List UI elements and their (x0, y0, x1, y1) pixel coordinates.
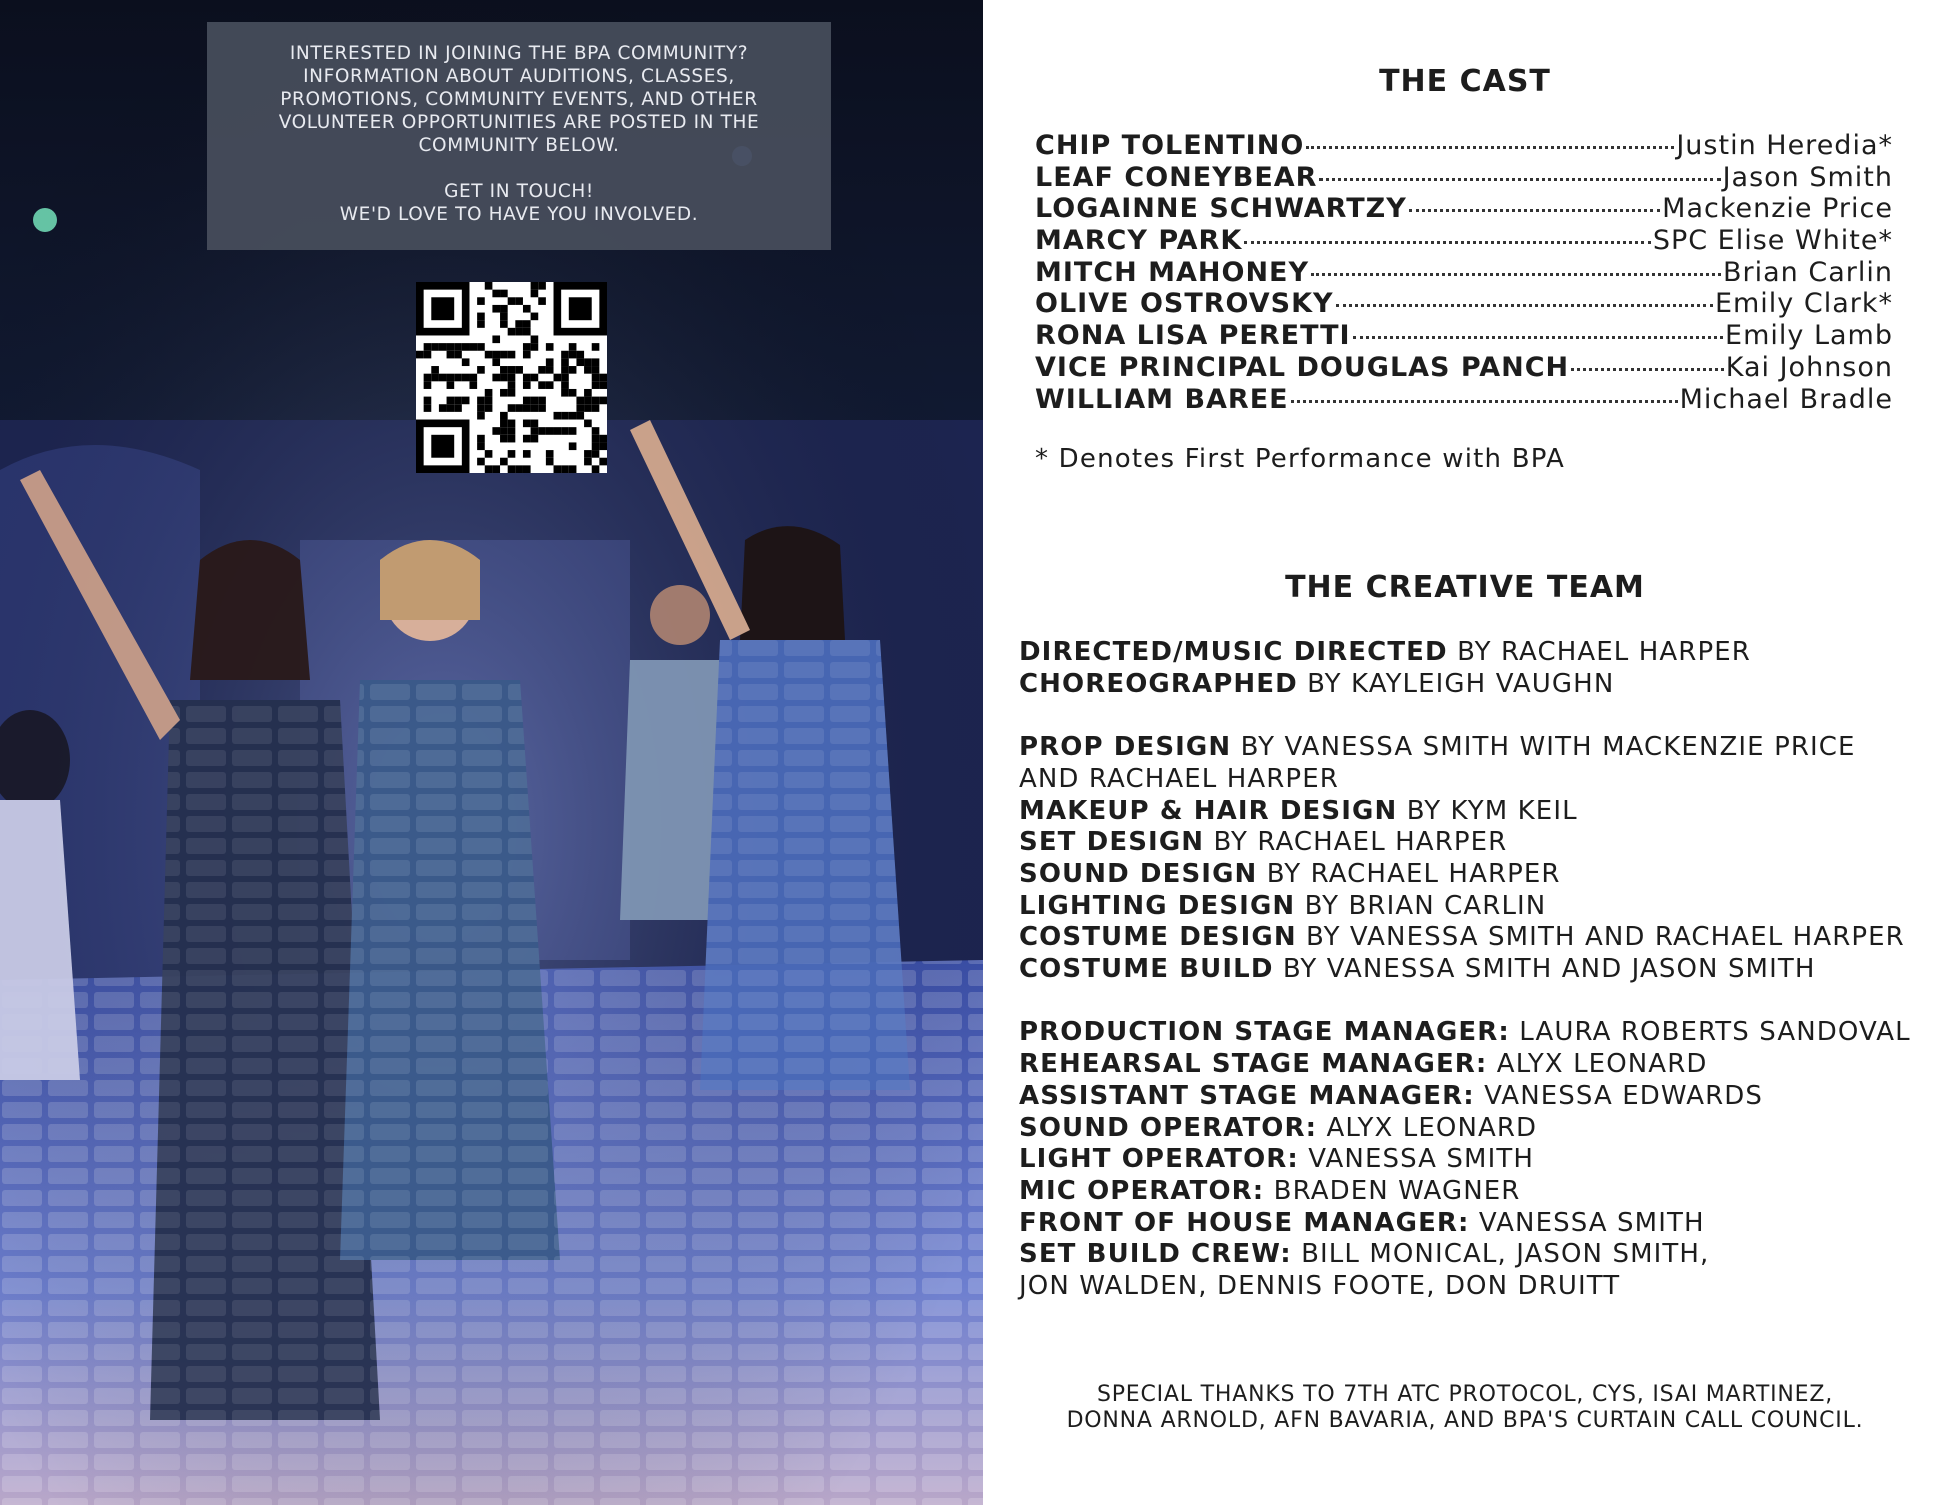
qr-module (569, 297, 592, 320)
qr-module (416, 351, 424, 359)
qr-module (584, 404, 592, 412)
special-thanks (983, 1382, 1947, 1434)
qr-module (584, 366, 592, 374)
qr-module (523, 450, 531, 458)
qr-module (531, 335, 539, 343)
qr-module (561, 374, 569, 382)
credit-label: ASSISTANT STAGE MANAGER: (1019, 1080, 1475, 1111)
qr-module (531, 290, 539, 298)
credit-text: VANESSA SMITH (1298, 1144, 1534, 1175)
qr-module (439, 374, 447, 382)
qr-module (523, 465, 531, 473)
info-line: COMMUNITY BELOW. (418, 135, 620, 156)
credit-text: BILL MONICAL, JASON SMITH, (1291, 1239, 1710, 1270)
credit-line (1019, 1144, 1939, 1176)
qr-module (462, 397, 470, 405)
credit-label: MIC OPERATOR: (1019, 1175, 1265, 1206)
qr-module (508, 328, 516, 336)
qr-module (492, 351, 500, 359)
qr-module (592, 374, 600, 382)
qr-module (538, 381, 546, 389)
credit-label: SOUND DESIGN (1019, 858, 1258, 889)
qr-module (477, 343, 485, 351)
credit-label: LIGHTING DESIGN (1019, 890, 1296, 921)
qr-module (584, 450, 592, 458)
qr-module (508, 374, 516, 382)
credit-line (1019, 669, 1939, 701)
info-line: INTERESTED IN JOINING THE BPA COMMUNITY? (289, 43, 749, 64)
qr-module (462, 343, 470, 351)
qr-module (462, 358, 470, 366)
credit-text: BY BRIAN CARLIN (1295, 890, 1547, 921)
credit-line (1019, 859, 1939, 891)
qr-module (592, 465, 600, 473)
credit-line (1019, 1081, 1939, 1113)
qr-module (515, 320, 523, 328)
qr-module (477, 412, 485, 420)
cast-row (1035, 384, 1893, 416)
qr-module (546, 450, 554, 458)
qr-module (584, 358, 592, 366)
qr-module (584, 458, 592, 466)
qr-module (531, 427, 539, 435)
qr-module (500, 374, 508, 382)
qr-module (599, 381, 607, 389)
qr-module (554, 427, 562, 435)
qr-module (561, 427, 569, 435)
qr-module (500, 305, 508, 313)
credit-text: BY VANESSA SMITH AND RACHAEL HARPER (1296, 922, 1905, 953)
qr-module (485, 351, 493, 359)
qr-module (515, 404, 523, 412)
cast-actor: Kai Johnson (1725, 351, 1893, 383)
qr-module (462, 374, 470, 382)
qr-module (431, 366, 439, 374)
qr-module (469, 374, 477, 382)
credit-line (1019, 1017, 1939, 1049)
qr-module (469, 381, 477, 389)
credit-label: SET DESIGN (1019, 827, 1205, 858)
qr-module (500, 412, 508, 420)
cast-row (1035, 352, 1893, 384)
cast-role: WILLIAM BAREE (1035, 383, 1289, 415)
qr-module (431, 343, 439, 351)
dot-leader (1311, 273, 1721, 276)
info-line: INFORMATION ABOUT AUDITIONS, CLASSES, (303, 66, 735, 87)
qr-module (569, 412, 577, 420)
credit-label: FRONT OF HOUSE MANAGER: (1019, 1207, 1470, 1238)
creative-credits (1019, 637, 1939, 1303)
qr-module (424, 404, 432, 412)
credit-label: COSTUME DESIGN (1019, 922, 1297, 953)
community-info-box (207, 22, 831, 250)
qr-module (569, 465, 577, 473)
credit-line (1019, 732, 1939, 764)
qr-module (485, 389, 493, 397)
credit-label: CHOREOGRAPHED (1019, 668, 1298, 699)
qr-module (485, 450, 493, 458)
cast-row (1035, 225, 1893, 257)
credit-text: BY KAYLEIGH VAUGHN (1297, 668, 1615, 699)
credit-text: ALYX LEONARD (1487, 1049, 1708, 1080)
qr-code-icon[interactable] (416, 282, 607, 473)
qr-module (431, 374, 439, 382)
qr-module (454, 351, 462, 359)
qr-module (561, 389, 569, 397)
credit-text: AND RACHAEL HARPER (1019, 763, 1339, 794)
qr-module (447, 343, 455, 351)
credit-text: BY RACHAEL HARPER (1447, 637, 1751, 667)
qr-module (500, 313, 508, 321)
qr-module (523, 397, 531, 405)
qr-module (546, 358, 554, 366)
qr-module (561, 412, 569, 420)
info-line: PROMOTIONS, COMMUNITY EVENTS, AND OTHER (280, 89, 758, 110)
qr-module (546, 458, 554, 466)
qr-module (454, 343, 462, 351)
qr-module (500, 290, 508, 298)
qr-module (477, 435, 485, 443)
qr-module (492, 290, 500, 298)
qr-module (538, 397, 546, 405)
qr-module (531, 420, 539, 428)
credit-label: PRODUCTION STAGE MANAGER: (1019, 1017, 1510, 1048)
credit-text: BY RACHAEL HARPER (1257, 858, 1561, 889)
qr-module (424, 351, 432, 359)
cast-row (1035, 193, 1893, 225)
qr-module (546, 343, 554, 351)
thanks-line: SPECIAL THANKS TO 7TH ATC PROTOCOL, CYS, ISAI MARTINEZ, (1096, 1382, 1834, 1407)
qr-module (424, 381, 432, 389)
qr-module (508, 351, 516, 359)
qr-module (515, 366, 523, 374)
qr-module (569, 351, 577, 359)
qr-module (492, 305, 500, 313)
qr-module (576, 358, 584, 366)
qr-module (485, 465, 493, 473)
qr-module (477, 442, 485, 450)
qr-module (523, 320, 531, 328)
dot-leader (1291, 400, 1678, 403)
credit-text: BY VANESSA SMITH WITH MACKENZIE PRICE (1231, 732, 1856, 763)
qr-module (508, 381, 516, 389)
cast-role: CHIP TOLENTINO (1035, 130, 1305, 161)
qr-module (500, 420, 508, 428)
cast-actor: Emily Clark* (1714, 288, 1893, 320)
credit-line (1019, 1176, 1939, 1208)
qr-module (515, 328, 523, 336)
qr-module (508, 404, 516, 412)
cast-actor: Emily Lamb (1725, 320, 1893, 352)
cast-list (1035, 130, 1893, 415)
cast-role: RONA LISA PERETTI (1035, 320, 1351, 352)
qr-module (554, 465, 562, 473)
info-line: VOLUNTEER OPPORTUNITIES ARE POSTED IN THE (278, 112, 760, 133)
qr-module (531, 435, 539, 443)
qr-module (569, 442, 577, 450)
qr-module (592, 381, 600, 389)
credit-spacer (1019, 986, 1939, 1018)
qr-module (592, 427, 600, 435)
qr-module (569, 427, 577, 435)
qr-module (538, 427, 546, 435)
qr-module (523, 351, 531, 359)
qr-module (546, 366, 554, 374)
qr-module (576, 412, 584, 420)
cast-actor: Justin Heredia* (1676, 130, 1893, 161)
qr-module (569, 343, 577, 351)
qr-module (592, 450, 600, 458)
qr-module (469, 343, 477, 351)
qr-module (561, 351, 569, 359)
qr-module (508, 435, 516, 443)
credit-text: BY KYM KEIL (1397, 795, 1578, 826)
qr-module (424, 397, 432, 405)
qr-module (561, 366, 569, 374)
qr-module (523, 328, 531, 336)
qr-module (477, 313, 485, 321)
qr-module (477, 397, 485, 405)
qr-module (454, 397, 462, 405)
qr-module (500, 320, 508, 328)
dot-leader (1306, 146, 1674, 149)
qr-module (592, 358, 600, 366)
qr-module (500, 435, 508, 443)
cast-role: VICE PRINCIPAL DOUGLAS PANCH (1035, 351, 1570, 383)
qr-module (531, 397, 539, 405)
qr-module (523, 381, 531, 389)
qr-module (447, 351, 455, 359)
credit-line (1019, 1208, 1939, 1240)
qr-module (500, 427, 508, 435)
qr-module (508, 427, 516, 435)
qr-module (592, 442, 600, 450)
qr-module (531, 343, 539, 351)
qr-module (447, 374, 455, 382)
qr-module (424, 374, 432, 382)
qr-module (546, 427, 554, 435)
qr-module (431, 435, 454, 458)
credit-text: BRADEN WAGNER (1264, 1175, 1521, 1206)
qr-module (554, 374, 562, 382)
qr-module (447, 404, 455, 412)
qr-module (561, 358, 569, 366)
qr-module (584, 420, 592, 428)
qr-module (492, 358, 500, 366)
qr-module (592, 366, 600, 374)
qr-module (523, 305, 531, 313)
credit-line (1019, 637, 1939, 669)
qr-module (592, 435, 600, 443)
qr-module (584, 389, 592, 397)
qr-module (569, 389, 577, 397)
cast-actor: SPC Elise White* (1652, 225, 1893, 257)
qr-module (508, 297, 516, 305)
credit-line (1019, 1271, 1939, 1303)
qr-module (599, 374, 607, 382)
qr-module (492, 427, 500, 435)
thanks-line: DONNA ARNOLD, AFN BAVARIA, AND BPA'S CURTAIN CALL COUNCIL. (1066, 1408, 1864, 1433)
qr-module (477, 404, 485, 412)
qr-module (508, 420, 516, 428)
cast-actor: Brian Carlin (1723, 256, 1893, 288)
qr-module (531, 404, 539, 412)
qr-module (500, 389, 508, 397)
cast-role: MARCY PARK (1035, 225, 1243, 257)
qr-module (554, 412, 562, 420)
qr-module (523, 404, 531, 412)
cast-actor: Jason Smith (1722, 161, 1893, 193)
qr-module (492, 335, 500, 343)
qr-module (477, 366, 485, 374)
first-performance-note: * Denotes First Performance with BPA (1035, 444, 1565, 474)
qr-module (531, 282, 539, 290)
qr-module (523, 374, 531, 382)
cast-actor: Mackenzie Price (1662, 193, 1893, 225)
qr-module (515, 297, 523, 305)
credit-spacer (1019, 700, 1939, 732)
credit-line (1019, 922, 1939, 954)
qr-module (599, 397, 607, 405)
qr-module (485, 282, 493, 290)
credit-line (1019, 796, 1939, 828)
credit-text: BY RACHAEL HARPER (1204, 827, 1508, 858)
credit-text: ALYX LEONARD (1317, 1112, 1538, 1143)
qr-module (576, 351, 584, 359)
cast-role: OLIVE OSTROVSKY (1035, 288, 1334, 320)
credit-label: REHEARSAL STAGE MANAGER: (1019, 1049, 1488, 1080)
cast-role: LEAF CONEYBEAR (1035, 161, 1318, 193)
dot-leader (1319, 178, 1720, 181)
qr-module (599, 435, 607, 443)
qr-module (454, 404, 462, 412)
credit-text: BY VANESSA SMITH AND JASON SMITH (1273, 954, 1816, 985)
qr-module (561, 381, 569, 389)
cast-role: MITCH MAHONEY (1035, 256, 1310, 288)
qr-module (492, 465, 500, 473)
credit-text: VANESSA SMITH (1469, 1207, 1705, 1238)
credit-text: VANESSA EDWARDS (1474, 1080, 1764, 1111)
credit-label: SET BUILD CREW: (1019, 1239, 1292, 1270)
qr-module (485, 404, 493, 412)
credit-label: LIGHT OPERATOR: (1019, 1144, 1299, 1175)
qr-module (592, 343, 600, 351)
creative-team-title: THE CREATIVE TEAM (1285, 570, 1645, 605)
cast-actor: Michael Bradle (1679, 383, 1893, 415)
qr-module (424, 343, 432, 351)
dot-leader (1336, 304, 1713, 307)
credit-line (1019, 1239, 1939, 1271)
credit-text: LAURA ROBERTS SANDOVAL (1509, 1017, 1911, 1048)
dot-leader (1571, 368, 1724, 371)
qr-module (485, 397, 493, 405)
qr-module (447, 397, 455, 405)
qr-module (515, 465, 523, 473)
credit-label: DIRECTED/MUSIC DIRECTED (1019, 637, 1448, 667)
credit-line (1019, 1049, 1939, 1081)
credit-label: SOUND OPERATOR: (1019, 1112, 1318, 1143)
credit-label: COSTUME BUILD (1019, 954, 1274, 985)
qr-module (538, 282, 546, 290)
qr-module (569, 366, 577, 374)
qr-module (439, 404, 447, 412)
qr-module (454, 374, 462, 382)
credit-line (1019, 1113, 1939, 1145)
cast-title: THE CAST (1379, 64, 1551, 99)
qr-module (531, 374, 539, 382)
qr-module (500, 351, 508, 359)
cast-row (1035, 162, 1893, 194)
qr-module (431, 297, 454, 320)
cta-line: GET IN TOUCH! (444, 181, 594, 202)
qr-module (584, 397, 592, 405)
qr-module (500, 366, 508, 374)
qr-module (576, 397, 584, 405)
qr-module (599, 458, 607, 466)
qr-module (447, 381, 455, 389)
qr-module (531, 313, 539, 321)
qr-module (508, 389, 516, 397)
qr-module (592, 397, 600, 405)
qr-module (592, 404, 600, 412)
qr-module (439, 343, 447, 351)
qr-module (523, 435, 531, 443)
qr-code-graphic (416, 282, 607, 473)
qr-module (546, 381, 554, 389)
qr-module (599, 442, 607, 450)
qr-module (500, 458, 508, 466)
qr-module (508, 366, 516, 374)
qr-module (561, 465, 569, 473)
credit-line (1019, 827, 1939, 859)
dot-leader (1409, 209, 1660, 212)
credit-line (1019, 891, 1939, 923)
cast-row (1035, 288, 1893, 320)
qr-module (523, 343, 531, 351)
credit-line (1019, 764, 1939, 796)
credit-line (1019, 954, 1939, 986)
qr-module (538, 366, 546, 374)
cast-row (1035, 130, 1893, 162)
cast-role: LOGAINNE SCHWARTZY (1035, 193, 1407, 225)
qr-module (477, 297, 485, 305)
qr-module (538, 404, 546, 412)
cast-row (1035, 320, 1893, 352)
program-text (983, 0, 1947, 1505)
qr-module (538, 297, 546, 305)
qr-module (576, 404, 584, 412)
credit-label: MAKEUP & HAIR DESIGN (1019, 795, 1398, 826)
qr-module (477, 458, 485, 466)
qr-module (508, 450, 516, 458)
cast-row (1035, 257, 1893, 289)
credit-label: PROP DESIGN (1019, 732, 1232, 763)
qr-module (508, 465, 516, 473)
dot-leader (1353, 336, 1723, 339)
dot-leader (1244, 241, 1651, 244)
credit-text: JON WALDEN, DENNIS FOOTE, DON DRUITT (1019, 1271, 1621, 1302)
qr-module (523, 420, 531, 428)
qr-module (492, 374, 500, 382)
cta-line: WE'D LOVE TO HAVE YOU INVOLVED. (339, 204, 699, 225)
qr-module (477, 320, 485, 328)
